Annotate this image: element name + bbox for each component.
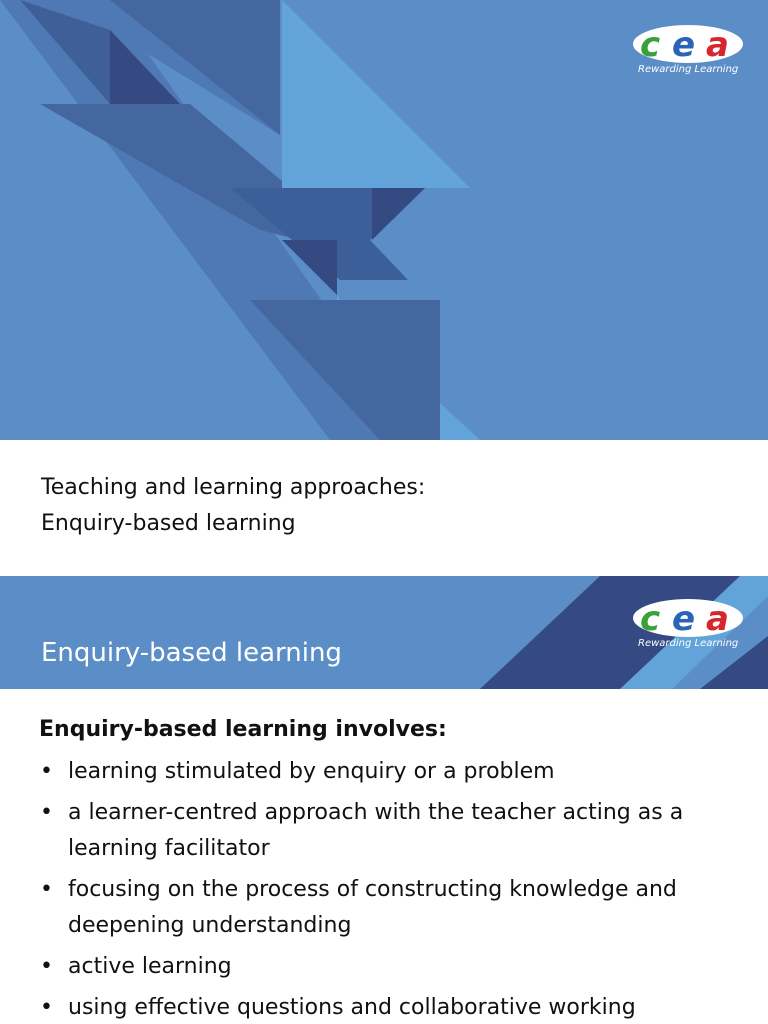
svg-text:e: e [672,25,696,64]
logo-tagline: Rewarding Learning [638,64,739,75]
list-item [39,795,759,867]
logo-tagline: Rewarding Learning [638,638,739,649]
list-item [39,754,759,790]
lead-text: Enquiry-based learning involves: [39,717,447,742]
slide-heading: Enquiry-based learning [41,638,342,668]
list-item-text: learning stimulated by enquiry or a problem [68,759,555,784]
list-item [39,990,759,1024]
cea-logo [632,598,752,658]
svg-text:e: e [672,599,696,638]
svg-text:a: a [706,599,729,638]
slide-body [39,712,759,1024]
list-item-text: active learning [68,954,232,979]
svg-text:c: c [640,599,661,638]
bullet-dot-icon: • [40,800,53,825]
list-item-text: using effective questions and collaborative working [68,995,636,1020]
list-item-text: a learner-centred approach with the teacher acting as a learning facilitator [68,800,684,861]
cea-logo-icon [632,598,744,638]
title-line-2: Enquiry-based learning [41,511,296,536]
cea-logo-icon [632,24,744,64]
slide-title [41,470,425,542]
svg-text:a: a [706,25,729,64]
bullet-dot-icon: • [40,995,53,1020]
bullet-dot-icon: • [40,759,53,784]
bullet-list [39,754,759,1024]
cea-logo [632,24,752,84]
list-item [39,949,759,985]
list-item-text: focusing on the process of constructing knowledge and deepening understanding [68,877,677,938]
bullet-dot-icon: • [40,877,53,902]
svg-text:c: c [640,25,661,64]
hero-graphic [0,0,768,440]
title-line-1: Teaching and learning approaches: [41,475,426,500]
list-item [39,872,759,944]
content-slide [0,576,768,1024]
slide-header [0,576,768,689]
bullet-dot-icon: • [40,954,53,979]
